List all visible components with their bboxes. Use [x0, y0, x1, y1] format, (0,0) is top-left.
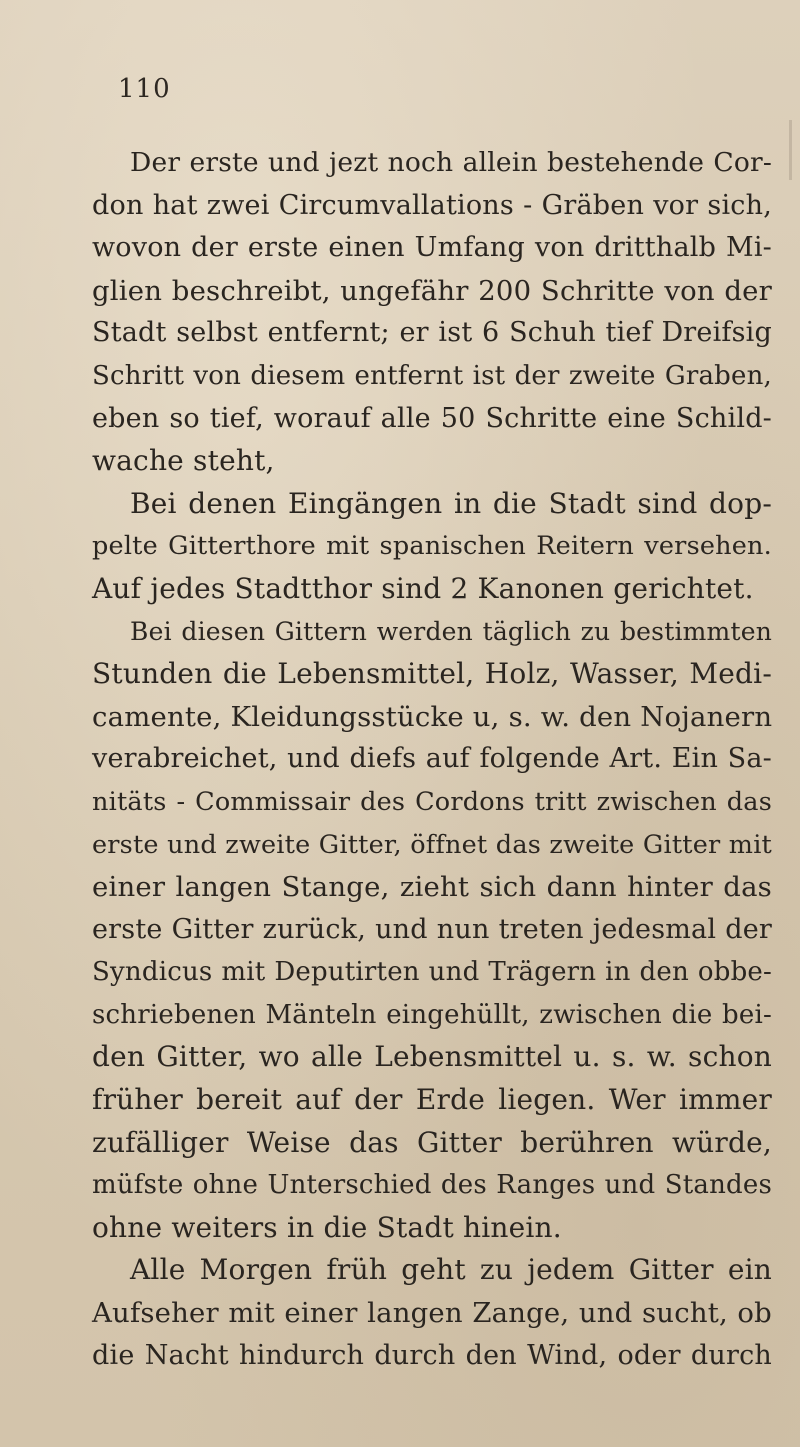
text-line: müfste ohne Unterschied des Ranges und Standes [92, 1170, 772, 1201]
text-line: Stunden die Lebensmittel, Holz, Wasser, Medi- [92, 657, 772, 691]
text-line: erste Gitter zurück, und nun treten jedesmal der [92, 913, 772, 945]
text-line: wovon der erste einen Umfang von dritthalb Mi- [92, 232, 772, 264]
page-edge-shadow [789, 120, 792, 180]
text-line: pelte Gitterthore mit spanischen Reitern versehen. [92, 531, 772, 562]
text-line: die Nacht hindurch durch den Wind, oder durch [92, 1339, 772, 1371]
text-line: Auf jedes Stadtthor sind 2 Kanonen gerichtet. [92, 571, 754, 605]
text-line: Aufseher mit einer langen Zange, und sucht, ob [92, 1297, 772, 1330]
text-line: Syndicus mit Deputirten und Trägern in den obbe- [92, 957, 772, 988]
page-number: 110 [118, 74, 171, 104]
text-line: eben so tief, worauf alle 50 Schritte eine Schild- [92, 402, 772, 434]
text-line: erste und zweite Gitter, öffnet das zweite Gitter mit [92, 829, 772, 860]
text-line: Bei diesen Gittern werden täglich zu bestimmten [130, 616, 772, 646]
text-line: nitäts - Commissair des Cordons tritt zwischen das [92, 786, 772, 817]
text-line: Schritt von diesem entfernt ist der zweite Graben, [92, 360, 772, 391]
text-line: wache steht, [92, 444, 275, 478]
text-line: Stadt selbst entfernt; er ist 6 Schuh tief Dreifsig [92, 317, 772, 349]
text-line: glien beschreibt, ungefähr 200 Schritte von der [92, 274, 772, 307]
text-line: einer langen Stange, zieht sich dann hinter das [92, 871, 772, 904]
text-line: ohne weiters in die Stadt hinein. [92, 1210, 562, 1244]
text-line: Bei denen Eingängen in die Stadt sind dop- [130, 486, 772, 520]
text-line: camente, Kleidungsstücke u, s. w. den Nojanern [92, 700, 773, 733]
body-text [92, 142, 772, 1377]
text-line: verabreichet, und diefs auf folgende Art. Ein Sa- [92, 743, 772, 775]
text-line: Alle Morgen früh geht zu jedem Gitter ein [130, 1253, 772, 1287]
text-line: zufälliger Weise das Gitter berühren würde, [92, 1125, 772, 1159]
text-line: schriebenen Mänteln eingehüllt, zwischen die bei- [92, 999, 772, 1030]
text-line: früher bereit auf der Erde liegen. Wer immer [92, 1083, 772, 1117]
text-line: don hat zwei Circumvallations - Gräben vor sich, [92, 189, 772, 221]
text-line: Der erste und jezt noch allein bestehende Cor- [130, 147, 772, 178]
text-line: den Gitter, wo alle Lebensmittel u. s. w. schon [92, 1040, 772, 1074]
